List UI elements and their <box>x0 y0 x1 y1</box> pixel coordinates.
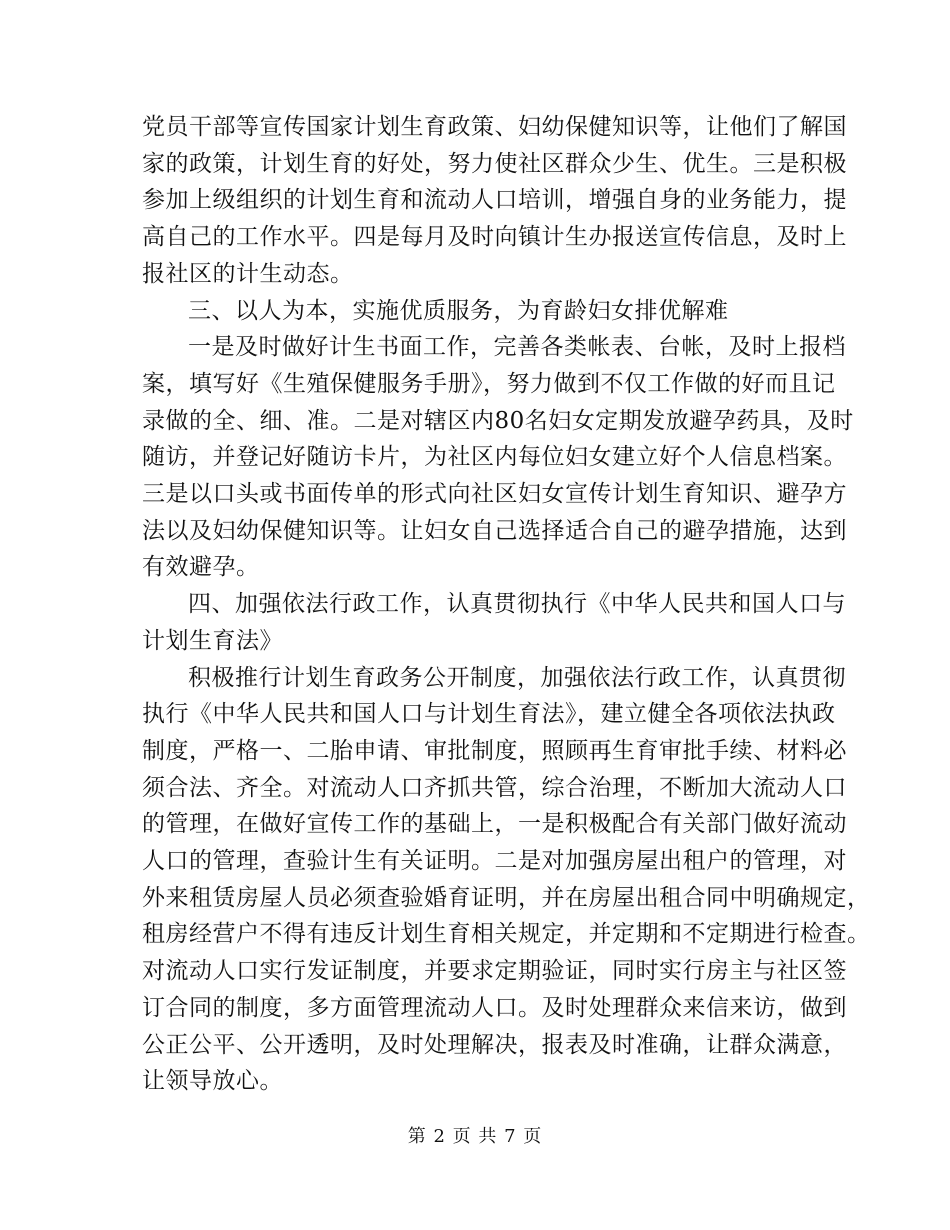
section-heading: 四、加强依法行政工作，认真贯彻执行《中华人民共和国人口与 <box>188 591 846 618</box>
page-number-footer: 第 2 页 共 7 页 <box>407 1126 543 1147</box>
body-line: 录做的全、细、准。二是对辖区内80名妇女定期发放避孕药具，及时 <box>142 407 854 434</box>
section-heading: 三、以人为本，实施优质服务，为育龄妇女排优解难 <box>188 297 729 324</box>
section-heading-continued: 计划生育法》 <box>142 627 283 654</box>
body-line: 须合法、齐全。对流动人口齐抓共管，综合治理，不断加大流动人口 <box>142 774 847 801</box>
body-line: 订合同的制度，多方面管理流动人口。及时处理群众来信来访，做到 <box>142 994 847 1021</box>
body-line: 外来租赁房屋人员必须查验婚育证明，并在房屋出租合同中明确规定， <box>142 884 871 911</box>
body-line: 高自己的工作水平。四是每月及时向镇计生办报送宣传信息，及时上 <box>142 224 847 251</box>
body-line: 随访，并登记好随访卡片，为社区内每位妇女建立好个人信息档案。 <box>142 444 847 471</box>
body-line: 报社区的计生动态。 <box>142 260 354 287</box>
body-line: 公正公平、公开透明，及时处理解决，报表及时准确，让群众满意， <box>142 1031 847 1058</box>
body-line: 租房经营户不得有违反计划生育相关规定，并定期和不定期进行检查。 <box>142 921 871 948</box>
body-line: 一是及时做好计生书面工作，完善各类帐表、台帐，及时上报档 <box>188 334 846 361</box>
body-line: 人口的管理，查验计生有关证明。二是对加强房屋出租户的管理，对 <box>142 848 847 874</box>
body-line: 党员干部等宣传国家计划生育政策、妇幼保健知识等，让他们了解国 <box>142 114 847 140</box>
body-line: 参加上级组织的计划生育和流动人口培训，增强自身的业务能力，提 <box>142 187 847 214</box>
body-line: 执行《中华人民共和国人口与计划生育法》，建立健全各项依法执政 <box>142 701 836 728</box>
body-line: 的管理，在做好宣传工作的基础上，一是积极配合有关部门做好流动 <box>142 811 847 838</box>
body-line: 积极推行计划生育政务公开制度，加强依法行政工作，认真贯彻 <box>188 664 846 691</box>
body-line: 家的政策，计划生育的好处，努力使社区群众少生、优生。三是积极 <box>142 150 847 177</box>
body-line: 有效避孕。 <box>142 554 260 581</box>
body-line: 制度，严格一、二胎申请、审批制度，照顾再生育审批手续、材料必 <box>142 737 847 764</box>
body-line: 让领导放心。 <box>142 1068 283 1095</box>
body-line: 对流动人口实行发证制度，并要求定期验证，同时实行房主与社区签 <box>142 958 847 985</box>
body-line: 三是以口头或书面传单的形式向社区妇女宣传计划生育知识、避孕方 <box>142 481 847 507</box>
body-line: 法以及妇幼保健知识等。让妇女自己选择适合自己的避孕措施，达到 <box>142 517 847 544</box>
body-line: 案，填写好《生殖保健服务手册》，努力做到不仅工作做的好而且记 <box>142 370 836 397</box>
